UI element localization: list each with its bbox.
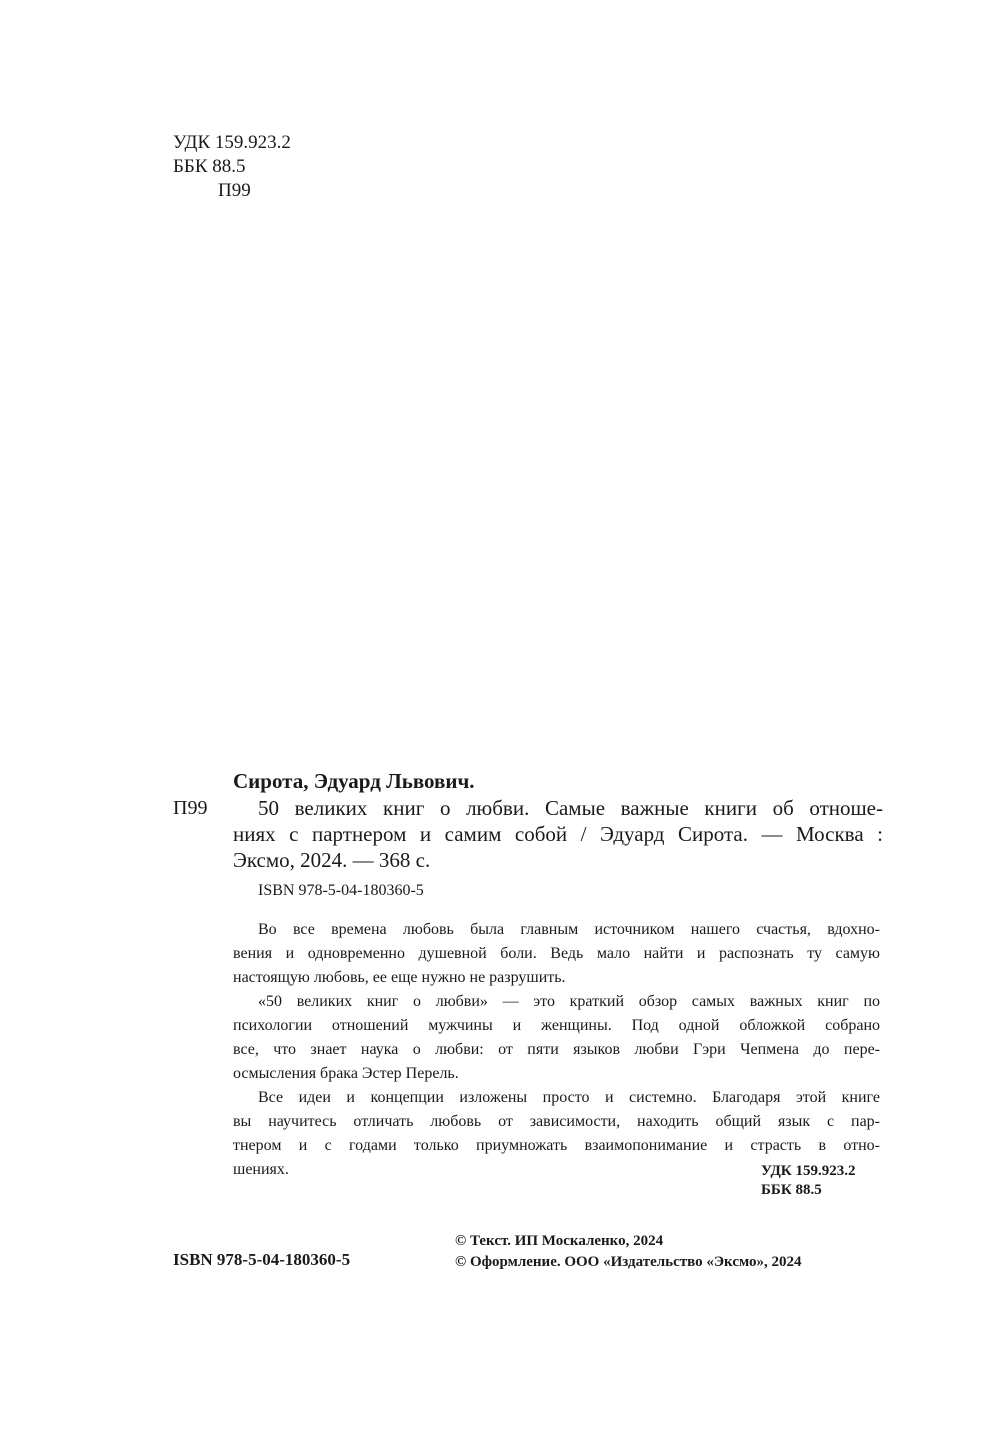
bbk-code-top: ББК 88.5 xyxy=(173,156,246,177)
annotation-paragraph-1 xyxy=(233,918,880,990)
isbn-entry: ISBN 978-5-04-180360-5 xyxy=(258,882,424,899)
isbn-footer: ISBN 978-5-04-180360-5 xyxy=(173,1250,351,1269)
bib-line-2: ниях с партнером и самим собой / Эдуард Сирота. — Москва : xyxy=(233,822,883,846)
copyright-design: © Оформление. ООО «Издательство «Эксмо», 2024 xyxy=(455,1254,802,1270)
annotation-line: «50 великих книг о любви» — это краткий обзор самых важных книг по xyxy=(258,993,880,1010)
bbk-code-bottom: ББК 88.5 xyxy=(761,1182,822,1198)
udk-code-top: УДК 159.923.2 xyxy=(173,132,291,153)
annotation-line: шениях. xyxy=(233,1161,289,1178)
udk-code-bottom: УДК 159.923.2 xyxy=(761,1163,856,1179)
author-mark-entry: П99 xyxy=(173,797,208,819)
annotation-line: вы научитесь отличать любовь от зависимости, находить общий язык с пар- xyxy=(233,1113,880,1130)
copyright-text: © Текст. ИП Москаленко, 2024 xyxy=(455,1233,664,1249)
annotation-line: настоящую любовь, ее еще нужно не разрушить. xyxy=(233,969,566,986)
author-mark-top: П99 xyxy=(218,180,251,201)
annotation-line: вения и одновременно душевной боли. Ведь мало найти и распознать ту самую xyxy=(233,945,880,962)
bib-line-3: Эксмо, 2024. — 368 с. xyxy=(233,848,431,872)
annotation-line: тнером и с годами только приумножать взаимопонимание и страсть в отно- xyxy=(233,1137,880,1154)
annotation-line: психологии отношений мужчины и женщины. Под одной обложкой собрано xyxy=(233,1017,880,1034)
bib-line-1: 50 великих книг о любви. Самые важные книги об отноше- xyxy=(258,796,883,820)
annotation-line: Все идеи и концепции изложены просто и системно. Благодаря этой книге xyxy=(258,1089,880,1106)
annotation-line: осмысления брака Эстер Перель. xyxy=(233,1065,459,1082)
author-heading: Сирота, Эдуард Львович. xyxy=(233,769,475,793)
annotation-line: Во все времена любовь была главным источником нашего счастья, вдохно- xyxy=(258,921,880,938)
annotation-paragraph-2 xyxy=(233,990,880,1086)
annotation-line: все, что знает наука о любви: от пяти языков любви Гэри Чепмена до пере- xyxy=(233,1041,880,1058)
